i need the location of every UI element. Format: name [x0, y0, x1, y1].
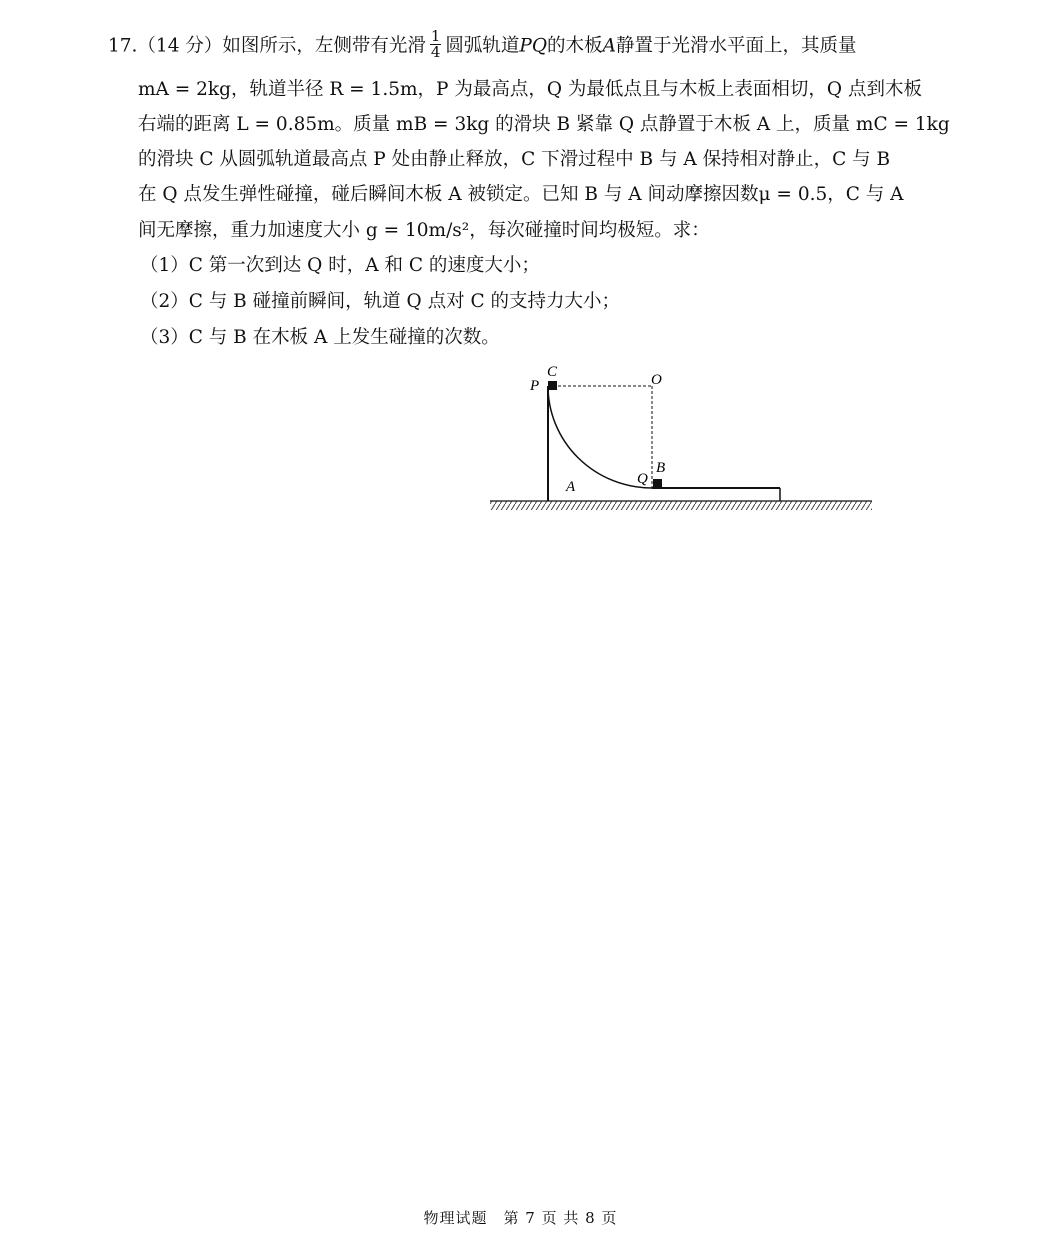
question-line-3: 右端的距离 L = 0.85m。质量 mB = 3kg 的滑块 B 紧靠 Q 点静置于木板 A 上，质量 mC = 1kg	[138, 114, 950, 135]
fraction-one-quarter	[430, 29, 442, 60]
sub-question-3: （3）C 与 B 在木板 A 上发生碰撞的次数。	[140, 327, 500, 348]
label-o: O	[651, 372, 662, 388]
slider-b	[653, 479, 662, 488]
question-line-5: 在 Q 点发生弹性碰撞，碰后瞬间木板 A 被锁定。已知 B 与 A 间动摩擦因数μ = 0.5，C 与 A	[138, 184, 904, 205]
fraction-denominator: 4	[430, 43, 441, 61]
label-b: B	[656, 460, 666, 476]
question-line-1	[108, 27, 857, 62]
question-line-6: 间无摩擦，重力加速度大小 g = 10m/s²，每次碰撞时间均极短。求：	[138, 220, 710, 241]
text-segment: 如图所示，左侧带有光滑	[222, 35, 426, 57]
symbol-pq: PQ	[519, 35, 548, 57]
fraction-numerator: 1	[430, 27, 441, 45]
symbol-a: A	[602, 35, 616, 57]
label-q: Q	[637, 471, 648, 487]
label-a: A	[566, 479, 576, 495]
sub-question-1: （1）C 第一次到达 Q 时，A 和 C 的速度大小；	[140, 255, 540, 276]
ground-hatching	[490, 501, 872, 510]
question-score: （14 分）	[137, 35, 223, 57]
text-segment: 圆弧轨道	[445, 35, 520, 57]
question-number: 17.	[108, 35, 138, 57]
page-footer: 物理试题 第 7 页 共 8 页	[423, 1209, 618, 1227]
label-p: P	[530, 378, 540, 394]
sub-question-2: （2）C 与 B 碰撞前瞬间，轨道 Q 点对 C 的支持力大小；	[140, 291, 621, 312]
slider-c	[548, 381, 557, 390]
question-line-2: mA = 2kg，轨道半径 R = 1.5m，P 为最高点，Q 为最低点且与木板上表面相切，Q 点到木板	[138, 79, 922, 100]
label-c: C	[547, 364, 558, 380]
text-segment: 静置于光滑水平面上，其质量	[615, 35, 857, 57]
text-segment: 的木板	[547, 35, 603, 57]
physics-diagram	[480, 360, 880, 520]
question-line-4: 的滑块 C 从圆弧轨道最高点 P 处由静止释放，C 下滑过程中 B 与 A 保持相对静止，C 与 B	[138, 149, 891, 170]
